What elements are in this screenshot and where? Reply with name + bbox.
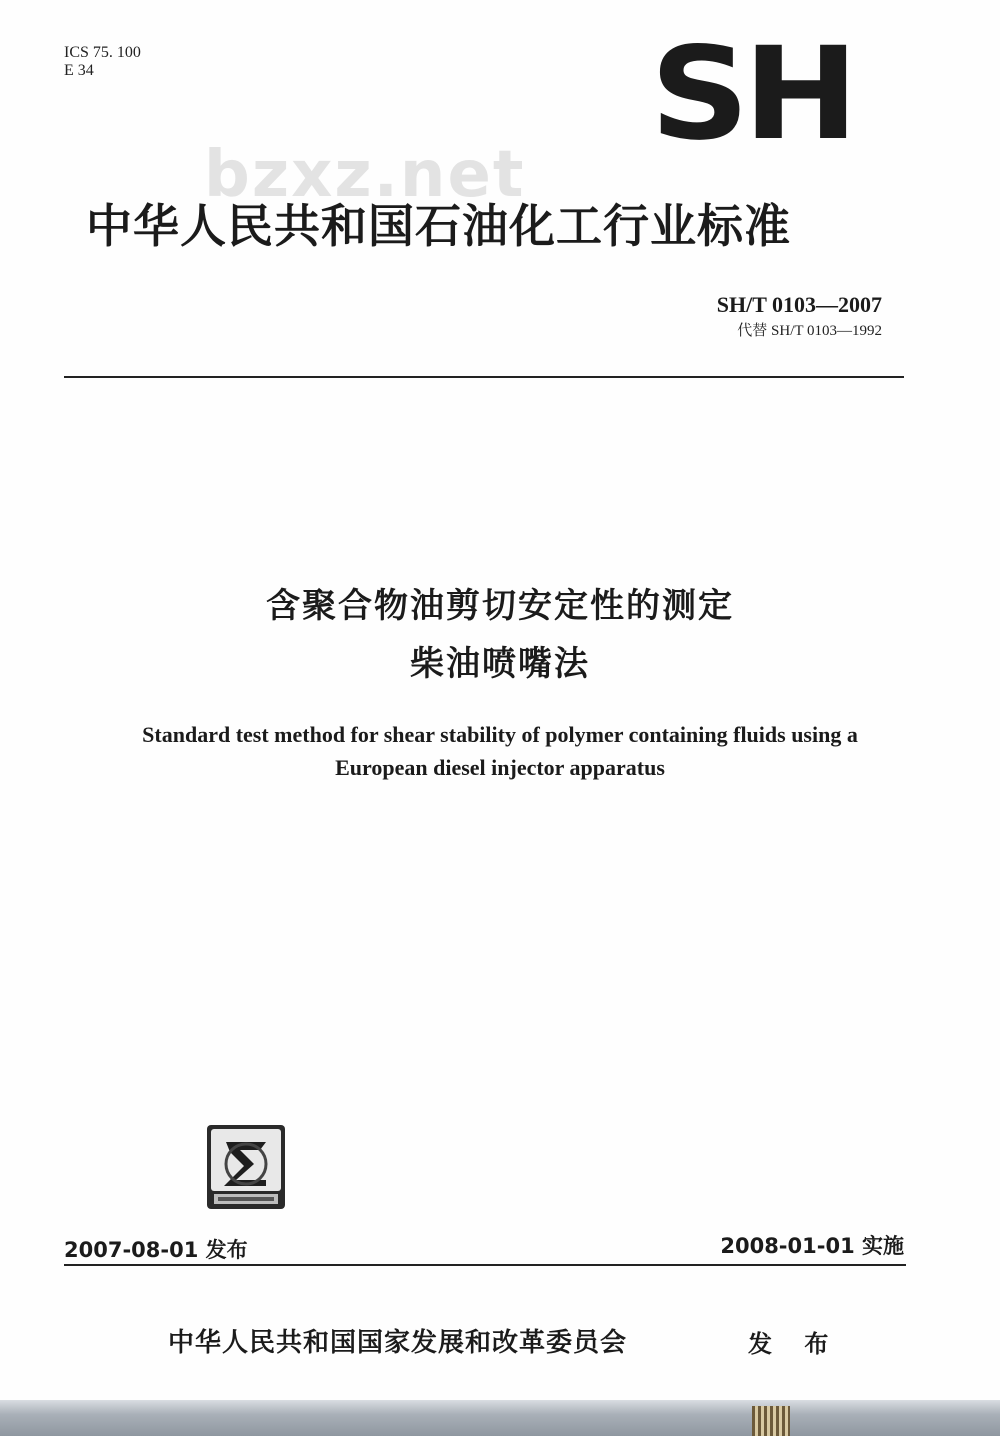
classification-codes xyxy=(64,44,141,80)
category-code: E 34 xyxy=(64,62,94,79)
issuer-title: 中华人民共和国石油化工行业标准 xyxy=(86,199,791,253)
sh-logo: SH xyxy=(650,20,853,169)
document-title-cn-line1: 含聚合物油剪切安定性的测定 xyxy=(266,586,734,626)
ics-code: ICS 75. 100 xyxy=(64,44,141,61)
standard-number: SH/T 0103—2007 xyxy=(716,292,882,317)
document-title-en-line2: European diesel injector apparatus xyxy=(335,755,665,780)
publish-label: 发 布 xyxy=(748,1330,841,1358)
viewer-bottom-edge xyxy=(0,1400,1000,1436)
publisher-seal-emblem xyxy=(206,1124,286,1210)
binder-clip-icon xyxy=(752,1406,790,1436)
issue-date: 2007-08-01 发布 xyxy=(64,1238,248,1262)
header-rule xyxy=(64,376,904,378)
footer-rule xyxy=(64,1264,906,1266)
publisher-name: 中华人民共和国国家发展和改革委员会 xyxy=(168,1328,628,1358)
document-title-en-line1: Standard test method for shear stability of polymer containing fluids using a xyxy=(142,722,858,747)
replaces-note: 代替 SH/T 0103—1992 xyxy=(737,323,882,339)
implement-date: 2008-01-01 实施 xyxy=(720,1234,904,1258)
document-title-cn-line2: 柴油喷嘴法 xyxy=(410,644,590,684)
watermark: bzxz.net xyxy=(204,138,526,212)
